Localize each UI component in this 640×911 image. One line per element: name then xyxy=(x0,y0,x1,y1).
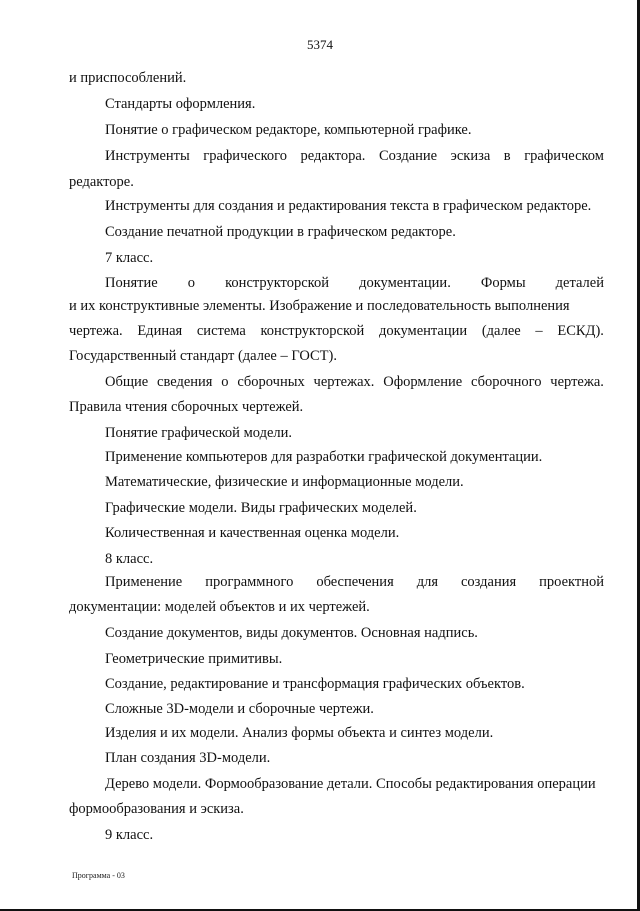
word: (далее xyxy=(481,323,521,339)
word: ЕСКД). xyxy=(557,323,604,339)
word: проектной xyxy=(539,574,604,590)
word: обеспечения xyxy=(316,574,394,590)
text-line: Применение компьютеров для разработки графической документации. xyxy=(105,449,543,465)
text-line: Сложные 3D-модели и сборочные чертежи. xyxy=(105,701,374,717)
word: редактора. xyxy=(300,148,366,164)
justified-line xyxy=(105,147,604,165)
word: графическом xyxy=(524,148,604,164)
text-line: формообразования и эскиза. xyxy=(69,801,244,817)
word: деталей xyxy=(555,275,604,291)
word: создания xyxy=(461,574,517,590)
word: документации xyxy=(379,323,468,339)
text-line: Понятие о графическом редакторе, компьютерной графике. xyxy=(105,122,472,138)
text-line: и их конструктивные элементы. Изображение и последовательность выполнения xyxy=(69,298,570,314)
page-number: 5374 xyxy=(307,37,333,52)
word: о xyxy=(187,275,196,291)
word: конструкторской xyxy=(225,275,329,291)
word: эскиза xyxy=(450,148,491,164)
word: чертежа. xyxy=(550,374,604,390)
text-line: Правила чтения сборочных чертежей. xyxy=(69,399,304,415)
footer-note: Программа - 03 xyxy=(72,871,125,880)
text-line: и приспособлений. xyxy=(69,70,187,86)
text-line: Понятие графической модели. xyxy=(105,425,293,441)
word: документации. xyxy=(359,275,451,291)
word: Общие xyxy=(105,374,149,390)
section-heading: 7 класс. xyxy=(105,250,154,266)
text-line: Математические, физические и информационные модели. xyxy=(105,474,464,490)
word: чертежах. xyxy=(313,374,375,390)
word: сборочного xyxy=(470,374,542,390)
word: сведения xyxy=(157,374,213,390)
word: Создание xyxy=(378,148,438,164)
text-line: документации: моделей объектов и их чертежей. xyxy=(69,599,370,615)
text-line: Создание печатной продукции в графическом редакторе. xyxy=(105,224,456,240)
text-line: Государственный стандарт (далее – ГОСТ). xyxy=(69,348,337,364)
word: Инструменты xyxy=(105,148,190,164)
justified-line xyxy=(69,322,604,340)
word: конструкторской xyxy=(260,323,365,339)
justified-line xyxy=(105,373,604,391)
text-line: Количественная и качественная оценка модели. xyxy=(105,525,400,541)
word: Применение xyxy=(105,574,183,590)
word: для xyxy=(416,574,439,590)
text-line: План создания 3D-модели. xyxy=(105,750,271,766)
justified-line xyxy=(105,274,604,292)
word: в xyxy=(503,148,511,164)
word: графического xyxy=(203,148,287,164)
word: программного xyxy=(205,574,294,590)
justified-line xyxy=(105,573,604,591)
text-line: Графические модели. Виды графических моделей. xyxy=(105,500,417,516)
text-line: Дерево модели. Формообразование детали. Способы редактирования операции xyxy=(105,776,596,792)
word: сборочных xyxy=(237,374,305,390)
section-heading: 8 класс. xyxy=(105,551,154,567)
text-line: Изделия и их модели. Анализ формы объекта и синтез модели. xyxy=(105,725,494,741)
word: – xyxy=(535,323,543,339)
section-heading: 9 класс. xyxy=(105,827,154,843)
text-line: Инструменты для создания и редактирования текста в графическом редакторе. xyxy=(105,198,592,214)
text-line: редакторе. xyxy=(69,174,134,190)
word: чертежа. xyxy=(69,323,123,339)
text-line: Геометрические примитивы. xyxy=(105,651,283,667)
word: Понятие xyxy=(105,275,158,291)
text-line: Стандарты оформления. xyxy=(105,96,256,112)
word: Оформление xyxy=(383,374,463,390)
word: о xyxy=(221,374,229,390)
word: Формы xyxy=(480,275,526,291)
text-line: Создание, редактирование и трансформация графических объектов. xyxy=(105,676,525,692)
word: система xyxy=(196,323,246,339)
word: Единая xyxy=(137,323,183,339)
text-line: Создание документов, виды документов. Основная надпись. xyxy=(105,625,478,641)
